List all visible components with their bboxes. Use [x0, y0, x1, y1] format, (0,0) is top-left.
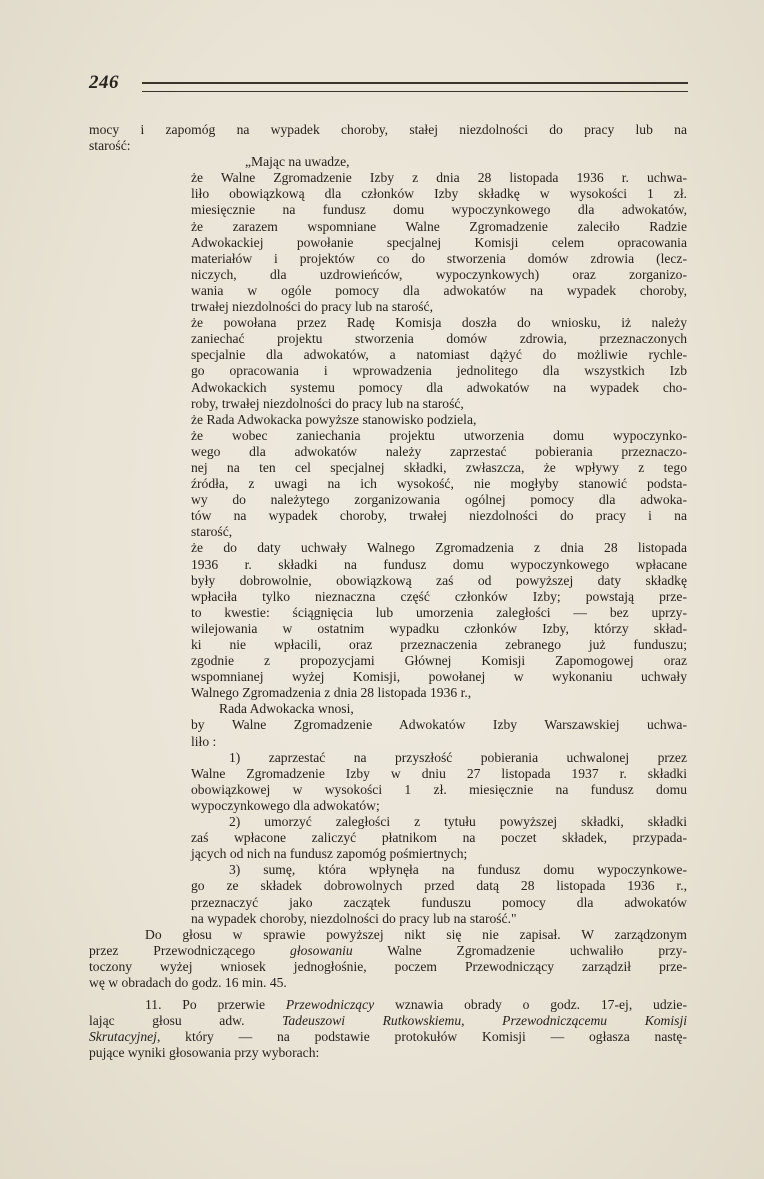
- text-line: by Walne Zgromadzenie Adwokatów Izby Warszawskiej uchwa-: [191, 717, 687, 733]
- text-line: mocy i zapomóg na wypadek choroby, stałej niezdolności do pracy lub na: [89, 122, 687, 137]
- text-line: 1936 r. składki na fundusz domu wypoczynkowego wpłacane: [191, 556, 687, 572]
- text-line: wę w obradach do godz. 16 min. 45.: [89, 974, 287, 990]
- text-line: go ze składek dobrowolnych przed datą 28 listopada 1936 r.,: [191, 878, 687, 894]
- text-line: ki nie wpłacili, oraz przeznaczenia zebranego już funduszu;: [191, 637, 687, 652]
- page-number: 246: [89, 72, 119, 93]
- text-line: Adwokackich systemu pomocy dla adwokatów na wypadek cho-: [191, 379, 687, 395]
- text-line: nej na ten cel specjalnej składki, zwłaszcza, że wpływy z tego: [191, 459, 687, 475]
- text-line: wypoczynkowego dla adwokatów;: [191, 797, 380, 813]
- text-line: Walnego Zgromadzenia z dnia 28 listopada 1936 r.,: [191, 685, 472, 701]
- text-line: 3) sumę, która wpłynęła na fundusz domu wypoczynkowe-: [229, 862, 687, 878]
- text-line: że do daty uchwały Walnego Zgromadzenia z dnia 28 listopada: [191, 540, 687, 556]
- text-line: jących od nich na fundusz zapomóg pośmiertnych;: [191, 846, 468, 862]
- text-line: wania w ogóle pomocy dla adwokatów na wypadek choroby,: [191, 282, 687, 298]
- text-line: lając głosu adw. Tadeuszowi Rutkowskiemu, Przewodniczącemu Komisji: [89, 1013, 687, 1029]
- text-line: źródła, z uwagi na ich wysokość, nie mogłyby stanowić podsta-: [191, 476, 687, 492]
- text-line: wilejowania w ostatnim wypadku członków Izby, którzy skład-: [191, 620, 687, 636]
- text-line: niczych, dla uzdrowieńców, wypoczynkowych) oraz zorganizo-: [191, 266, 687, 282]
- text-line: materiałów i projektów co do stworzenia domów zdrowia (lecz-: [191, 250, 687, 266]
- text-line: zaniechać projektu stworzenia domów zdrowia, przeznaczonych: [191, 331, 687, 347]
- text-line: specjalnie dla adwokatów, a natomiast dążyć do możliwie rychle-: [191, 347, 687, 363]
- text-line: Walne Zgromadzenie Izby w dniu 27 listopada 1937 r. składki: [191, 765, 687, 781]
- text-line: Rada Adwokacka wnosi,: [219, 701, 354, 717]
- closing-paragraph: [89, 997, 687, 1061]
- text-line: 1) zaprzestać na przyszłość pobierania uchwalonej przez: [229, 749, 687, 765]
- text-line: pujące wyniki głosowania przy wyborach:: [89, 1045, 320, 1061]
- text-line: 2) umorzyć zaległości z tytułu powyższej składki, składki: [229, 814, 687, 830]
- text-line: że Walne Zgromadzenie Izby z dnia 28 listopada 1936 r. uchwa-: [191, 170, 687, 186]
- text-line: liło :: [191, 733, 217, 749]
- text-line: trwałej niezdolności do pracy lub na starość,: [191, 299, 433, 315]
- text-line: były dobrowolnie, obowiązkową zaś od powyższej daty składkę: [191, 572, 687, 588]
- text-line: że zarazem wspomniane Walne Zgromadzenie zaleciło Radzie: [191, 218, 687, 234]
- text-line: „Mając na uwadze,: [245, 154, 350, 170]
- text-line: to kwestie: ściągnięcia lub umorzenia zaległości — bez uprzy-: [191, 604, 687, 620]
- text-line: wego dla adwokatów należy zaprzestać pobierania przeznaczo-: [191, 443, 687, 459]
- text-line: Do głosu w sprawie powyższej nikt się nie zapisał. W zarządzonym: [145, 926, 687, 942]
- text-line: obowiązkowej w wysokości 1 zł. miesięcznie na fundusz domu: [191, 781, 687, 797]
- text-line: liło obowiązkową dla członków Izby składkę w wysokości 1 zł.: [191, 186, 687, 202]
- text-line: tów na wypadek choroby, trwałej niezdolności do pracy i na: [191, 508, 687, 524]
- header-rule: [142, 82, 688, 92]
- text-line: zgodnie z propozycjami Głównej Komisji Zapomogowej oraz: [191, 653, 687, 669]
- text-line: wy do należytego zorganizowania ogólnej pomocy dla adwoka-: [191, 492, 687, 508]
- text-line: miesięcznie na fundusz domu wypoczynkowego dla adwokatów,: [191, 202, 687, 218]
- body-text: [89, 122, 687, 1061]
- text-line: przeznaczyć jako zaczątek funduszu pomocy dla adwokatów: [191, 894, 687, 910]
- text-line: Adwokackiej powołanie specjalnej Komisji celem opracowania: [191, 234, 687, 250]
- text-line: na wypadek choroby, niezdolności do pracy lub na starość.": [191, 910, 517, 926]
- text-line: 11. Po przerwie Przewodniczący wznawia obrady o godz. 17-ej, udzie-: [145, 997, 687, 1013]
- text-line: toczony wyżej wniosek jednogłośnie, poczem Przewodniczący zarządził prze-: [89, 958, 687, 974]
- text-line: zaś wpłacone zaliczyć płatnikom na poczet składek, przypada-: [191, 830, 687, 846]
- text-line: że powołana przez Radę Komisja doszła do wniosku, iż należy: [191, 315, 687, 331]
- text-line: starość:: [89, 138, 131, 154]
- text-line: roby, trwałej niezdolności do pracy lub na starość,: [191, 395, 464, 411]
- main-paragraphs: [89, 122, 687, 991]
- text-line: Skrutacyjnej, który — na podstawie protokułów Komisji — ogłasza nastę-: [89, 1029, 687, 1045]
- text-line: przez Przewodniczącego głosowaniu Walne Zgromadzenie uchwaliło przy-: [89, 942, 687, 958]
- text-line: wspomnianej wyżej Komisji, powołanej w wykonaniu uchwały: [191, 669, 687, 685]
- text-line: że Rada Adwokacka powyższe stanowisko podziela,: [191, 411, 477, 427]
- text-line: go opracowania i wprowadzenia jednolitego dla wszystkich Izb: [191, 363, 687, 379]
- text-line: wpłaciła tylko nieznaczna część członków Izby; powstają prze-: [191, 588, 687, 604]
- text-line: że wobec zaniechania projektu utworzenia domu wypoczynko-: [191, 427, 687, 443]
- text-line: starość,: [191, 524, 233, 540]
